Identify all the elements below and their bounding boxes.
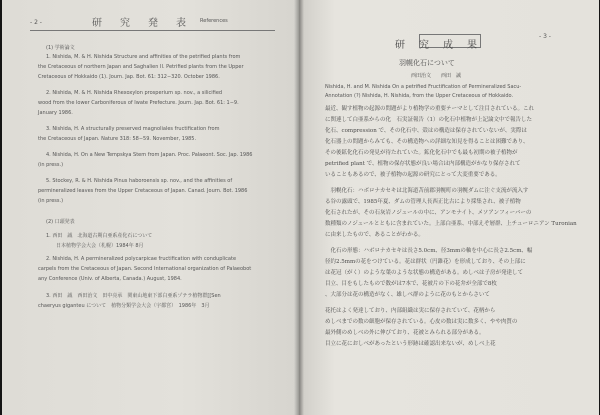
- talk-line: 3. 西田 誠 西田治文 田中亮承 関東山地東下部白亜系ゾテラ植物群[[Sen: [46, 293, 221, 299]
- talk-line: any Conference (Univ. of Alberta, Canada.) August, 1984.: [38, 276, 182, 282]
- body-line: 化石の形態：ハボロナカセキは長さ5.0cm、径3mmの軸を中心に長さ2.5cm、幅: [325, 248, 533, 254]
- body-line: 花托はよく発達しており、内部組織は実に保存されていて、花柄から: [325, 308, 496, 314]
- body-line: 最外側のめしべの外に伸びており、花被とみられる部分がある。: [325, 330, 485, 336]
- talk-line: carpels from the Cretaceous of Japan. Second International organization of Palaeobot: [38, 266, 252, 272]
- ref-line: 2. Nishida, M. & H. Nishida Rhexoxylon prosperium sp. nov., a silicified: [46, 90, 223, 96]
- body-line: petrified plant で、植物の保存状態が良い場合は内部構造がかなり保存されて: [325, 161, 521, 167]
- body-line: いることもあるので、被子植物の起源の研究にとって大変重要である。: [325, 172, 501, 178]
- left-header-rule: [30, 30, 275, 31]
- left-header-en: References: [200, 18, 228, 24]
- ref-line: the Cretaceous of northern Japan and Saghalien II. Petrified plants from the Upper: [38, 64, 244, 70]
- body-line: 目立に花におしべがあったという形跡は確認出来ないが、めしべ上花: [325, 341, 496, 347]
- left-page-number: - 2 -: [30, 19, 42, 26]
- body-line: 化石器上の問題からみても、その構造物への詳細な知見を得ることは困難であり、: [325, 139, 529, 145]
- body-line: めしべまでの数の細胞が保存されている。心皮の数は実に数多く、やや肉質の: [325, 319, 518, 325]
- ref-line: Cretaceous of Hokkaido (1). Journ. Jap. Bot. 61: 312−320. October 1986.: [38, 74, 220, 80]
- body-line: 径約2.5mmの花をつけている。花は群状（円錐花）を形成しており、その上部に: [325, 259, 526, 265]
- body-line: 羽幌化石：ハボロナカセキは北海道苫前郡羽幌町の羽幌ダムに注ぐ支流が流入す: [325, 188, 529, 194]
- talk-line: 日本植物学会大会（札幌）1984年 8月: [46, 243, 144, 249]
- right-page-number: - 3 -: [539, 33, 551, 40]
- left-header-jp: 研 究 発 表: [92, 18, 190, 29]
- ref-line: 5. Stockey, R. & H. Nishida Pinus haboroensis sp. nov., and the affinities of: [46, 178, 233, 184]
- talk-line: chaeryus giganteu について 植物分類学会大会（宇都宮） 1986年 3月: [38, 303, 210, 309]
- english-abstract-line: Nishida, H. and M. Nishida On a petrified Fructification of Permineralized Sacu-: [325, 84, 522, 90]
- section-title-papers: (1) 学術論文: [46, 45, 75, 51]
- body-line: 、大部分は花の構造がなく、雄しべ群のように花のもとからさいて: [325, 292, 490, 298]
- body-line: 最近、観す植物の起源の問題がより植物学の重要テーマとして注目されている。これ: [325, 106, 535, 112]
- section-title-talks: (2) 口頭発表: [46, 219, 75, 225]
- ref-line: 3. Nishida, H. A structurally preserved magnoliales fructification from: [46, 126, 220, 132]
- article-authors: 西田治文 西田 誠: [411, 73, 462, 79]
- body-line: は花冠（がく）のような葉のような状態の構造がある。めしべは子房が発達して: [325, 270, 524, 276]
- ref-line: (in press.): [38, 198, 64, 204]
- body-line: 化石、compression で、その化石中、殻はの構造は保存されていないが、実際は: [325, 128, 527, 134]
- body-line: 化石されたが、その石灰岩ノジュールの中に、アンモナイト、メソアンフィーバーの: [325, 210, 532, 216]
- right-section-title: 研 究 成 果: [395, 40, 479, 51]
- english-abstract-line: Annotation (?) Nishida, H. Nishida, from the Upper Cretaceous of Hokkaido.: [325, 93, 514, 99]
- ref-line: the Cretaceous of Japan. Nature 318: 58−59. November, 1985.: [38, 136, 197, 142]
- body-line: 数種類のノジュールとともに含まれていた。上部白亜系、中部えぞ層群、上チューロニアン Turonian: [325, 221, 577, 227]
- body-line: に由来したもので、あることがわかる。: [325, 232, 424, 238]
- body-line: 目立、目をもしたもので数がは7本で、花被片の下の花弁が全部で8枚: [325, 281, 497, 287]
- book-gutter: [294, 0, 304, 415]
- right-page: [299, 0, 599, 415]
- ref-line: 4. Nishida, H. On a New Tempskya Stem from Japan. Proc. Palaeont. Soc. Jap. 1986: [46, 152, 253, 158]
- talk-line: 1. 西田 誠 北海道古期白亜系産化石について: [46, 233, 153, 239]
- article-title: 羽幌化石について: [399, 59, 455, 67]
- body-line: その後鉱化化石の発見が待たれていた。鉱化化石中でも最も初期の被子植物が: [325, 150, 518, 156]
- talk-line: 2. Nishida, H. A permineralized polycarpicae fructification with conduplicate: [46, 256, 237, 262]
- ref-line: January 1986.: [38, 110, 73, 116]
- left-page: [2, 0, 299, 415]
- ref-line: wood from the lower Carboniferous of Iwate Prefecture. Journ. Jap. Bot. 61: 1−9.: [38, 100, 239, 106]
- body-line: に関連して白亜系からの化 石実証報告（1）の化石中植物が上記論文中で報告した: [325, 117, 533, 123]
- ref-line: (in press.): [38, 162, 64, 168]
- ref-line: 1. Nishida, M. & H. Nishida Structure and affinities of the petrified plants from: [46, 54, 241, 60]
- ref-line: permineralized leaves from the Upper Cretaceous of Japan. Canad. Journ. Bot. 1986: [38, 188, 248, 194]
- body-line: る谷の露頭で、1985年夏、ダムの管理人長西正比古により採集され、被子植物: [325, 199, 521, 205]
